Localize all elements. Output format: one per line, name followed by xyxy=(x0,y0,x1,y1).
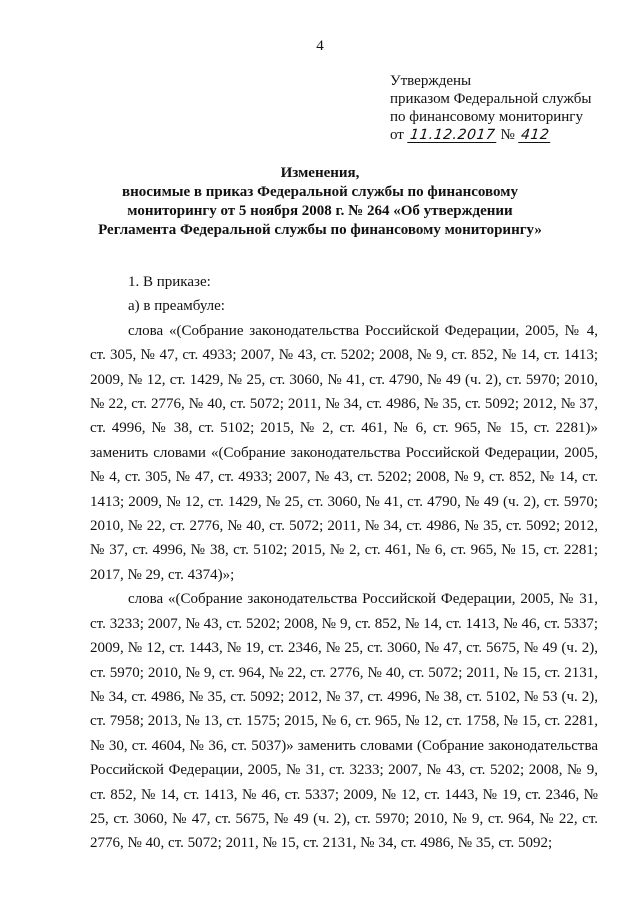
title-line-3: мониторингу от 5 ноября 2008 г. № 264 «Об утверждении xyxy=(127,203,513,219)
approval-number-prefix: № xyxy=(500,127,515,143)
title-line-2: вносимые в приказ Федеральной службы по финансовому xyxy=(122,184,518,200)
handwritten-date: 11.12.2017 xyxy=(408,127,496,143)
approval-date-line xyxy=(390,126,591,144)
approval-line-service: по финансовому мониторингу xyxy=(390,109,583,125)
item-a: а) в преамбуле: xyxy=(128,298,225,315)
document-title xyxy=(60,164,580,240)
approval-stamp xyxy=(390,72,591,144)
approval-line-approved: Утверждены xyxy=(390,73,472,89)
title-line-4: Регламента Федеральной службы по финансовому мониторингу» xyxy=(98,222,542,238)
document-body xyxy=(90,270,598,856)
paragraph-2: слова «(Собрание законодательства Российской Федерации, 2005, № 31, ст. 3233; 2007, № 43, ст. 5202; 2008, № 9, ст. 852, № 14, ст. 1413, № 46, ст. 5337; 2009, № 12, ст. 1443, № 19, ст. 2346, № 25, ст. 3060, № 47, ст. 5675, № 49 (ч. 2), ст. 5970; 2010, № 9, ст. 964, № 22, ст. 2776, № 40, ст. 5072; 2011, № 15, ст. 2131, № 34, ст. 4986, № 35, ст. 5092; 2012, № 37, ст. 4996, № 38, ст. 5102, № 53 (ч. 2), ст. 7958; 2013, № 13, ст. 1575; 2015, № 6, ст. 965, № 12, ст. 1758, № 15, ст. 2281, № 30, ст. 4604, № 36, ст. 5037)» заменить словами (Собрание законодательства Российской Федерации, 2005, № 31, ст. 3233; 2007, № 43, ст. 5202; 2008, № 9, ст. 852, № 14, ст. 1413, № 46, ст. 5337; 2009, № 12, ст. 1443, № 19, ст. 2346, № 25, ст. 3060, № 47, ст. 5675, № 49 (ч. 2), ст. 5970; 2010, № 9, ст. 964, № 22, ст. 2776, № 40, ст. 5072; 2011, № 15, ст. 2131, № 34, ст. 4986, № 35, ст. 5092; xyxy=(90,591,598,852)
item-1: 1. В приказе: xyxy=(128,274,211,290)
paragraph-1: слова «(Собрание законодательства Российской Федерации, 2005, № 4, ст. 305, № 47, ст. 4933; 2007, № 43, ст. 5202; 2008, № 9, ст. 852, № 14, ст. 1413; 2009, № 12, ст. 1429, № 25, ст. 3060, № 41, ст. 4790, № 49 (ч. 2), ст. 5970; 2010, № 22, ст. 2776, № 40, ст. 5072; 2011, № 34, ст. 4986, № 35, ст. 5092; 2012, № 37, ст. 4996, № 38, ст. 5102; 2015, № 2, ст. 461, № 6, ст. 965, № 15, ст. 2281)» заменить словами «(Собрание законодательства Российской Федерации, 2005, № 4, ст. 305, № 47, ст. 4933; 2007, № 43, ст. 5202; 2008, № 9, ст. 852, № 14, ст. 1413; 2009, № 12, ст. 1429, № 25, ст. 3060, № 41, ст. 4790, № 49 (ч. 2), ст. 5970; 2010, № 22, ст. 2776, № 40, ст. 5072; 2011, № 34, ст. 4986, № 35, ст. 5092; 2012, № 37, ст. 4996, № 38, ст. 5102; 2015, № 2, ст. 461, № 6, ст. 965, № 15, ст. 2281; 2017, № 29, ст. 4374)»; xyxy=(90,322,598,583)
handwritten-order-number: 412 xyxy=(519,127,550,143)
approval-line-order: приказом Федеральной службы xyxy=(390,91,592,107)
approval-date-prefix: от xyxy=(390,127,404,143)
title-line-1: Изменения, xyxy=(280,165,360,181)
page-number: 4 xyxy=(316,38,324,54)
